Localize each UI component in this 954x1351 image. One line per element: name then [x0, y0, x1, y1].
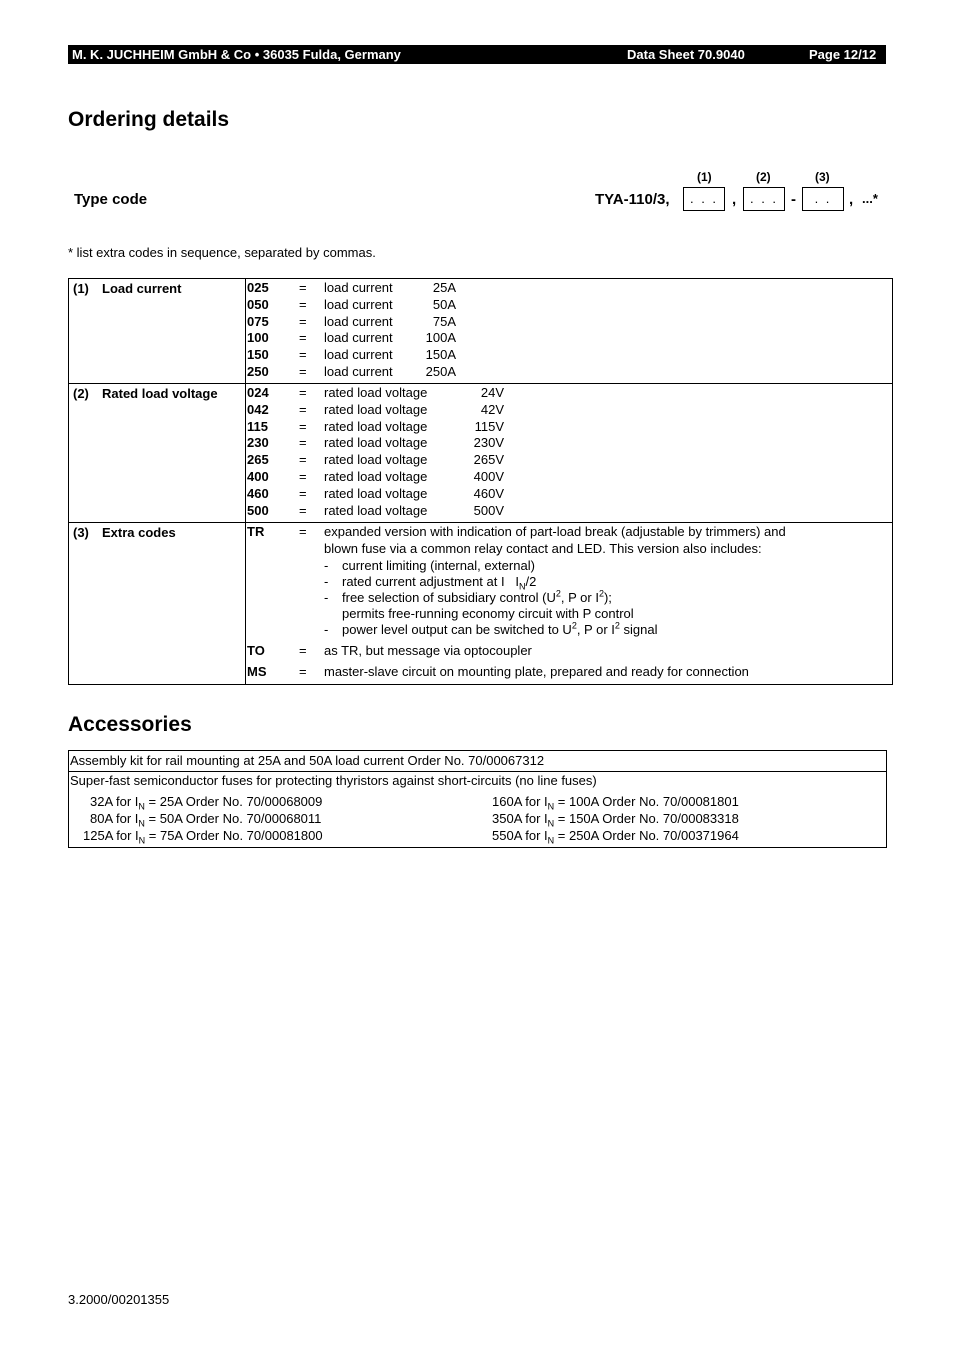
- accessories-table: [68, 750, 887, 848]
- accessories-title: Accessories: [68, 713, 192, 736]
- fuse-item: 125A for $I_N = 75A$ Order No. 70/00081800: [83, 828, 323, 846]
- section-title: Rated load voltage: [102, 386, 218, 401]
- list-item: 250 = load current 250A: [247, 363, 456, 379]
- fuse-item: 350A for $I_N = 150A$ Order No. 70/00083318: [492, 811, 739, 829]
- slot-label-3: (3): [815, 170, 830, 184]
- fuse-item: 80A for $I_N = 50A$ Order No. 70/00068011: [90, 811, 322, 829]
- section-extra-codes: (3) Extra codes TR = expanded version with indication of part-load break (adjustable by trimmers) and blown fuse via a common relay contact and LED. This version also includes: - current limiting (internal, external) - rated current adjustment at I $I_N/2$ - free selection of subsidiary control ($U^2$, P or $I^2$); permits free-running economy circuit with P control - power level output can be switched to $U^2$, P or $I^2$ signal TO = as TR, but message via optocoupler MS = master-slave circuit on mounting plate, prepared and ready for connection: [69, 523, 893, 685]
- list-item: 025 = load current 25A: [247, 280, 456, 295]
- section-number: (2): [73, 386, 89, 401]
- list-item: 500 = rated load voltage 500V: [247, 502, 504, 518]
- list-item: 460 = rated load voltage 460V: [247, 485, 504, 501]
- separator-comma-1: ,: [732, 191, 737, 208]
- ordering-table: [68, 278, 893, 685]
- fuses-title: Super-fast semiconductor fuses for protecting thyristors against short-circuits (no line fuses): [70, 773, 597, 788]
- section-title: Extra codes: [102, 525, 176, 540]
- section-load-current: [69, 279, 893, 384]
- list-item: 150 = load current 150A: [247, 347, 456, 363]
- slot-label-1: (1): [697, 170, 712, 184]
- list-item: 075 = load current 75A: [247, 313, 456, 329]
- list-item: 265 = rated load voltage 265V: [247, 452, 504, 468]
- list-item: TO = as TR, but message via optocoupler: [247, 643, 532, 658]
- data-sheet-number: Data Sheet 70.9040: [627, 47, 745, 62]
- slot-label-2: (2): [756, 170, 771, 184]
- type-prefix: TYA-110/3,: [595, 191, 670, 208]
- separator-comma-2: ,: [849, 191, 854, 208]
- assembly-kit-row: Assembly kit for rail mounting at 25A and 50A load current Order No. 70/00067312: [69, 751, 886, 772]
- page-number: Page 12/12: [809, 47, 877, 62]
- fuses-row: [69, 772, 886, 847]
- list-item: 100 = load current 100A: [247, 330, 456, 346]
- separator-dash: -: [791, 191, 796, 208]
- list-item: 400 = rated load voltage 400V: [247, 468, 504, 484]
- section-title: Load current: [102, 281, 182, 296]
- type-code-label: Type code: [74, 191, 148, 208]
- section-number: (1): [73, 281, 89, 296]
- slot-box-3: . .: [802, 187, 844, 211]
- ordering-details-title: Ordering details: [68, 108, 230, 131]
- list-item: TR = expanded version with indication of part-load break (adjustable by trimmers) and: [247, 524, 786, 539]
- document-number: 3.2000/00201355: [68, 1292, 170, 1307]
- extra-codes-ellipsis: ...*: [862, 191, 878, 206]
- footnote: * list extra codes in sequence, separated by commas.: [68, 245, 376, 260]
- list-item: 042 = rated load voltage 42V: [247, 401, 504, 417]
- fuse-item: 32A for $I_N = 25A$ Order No. 70/00068009: [90, 794, 323, 812]
- list-item: 115 = rated load voltage 115V: [247, 418, 504, 434]
- section-rated-load-voltage: [69, 384, 893, 523]
- fuse-item: 160A for $I_N = 100A$ Order No. 70/00081801: [492, 794, 739, 812]
- list-item: 050 = load current 50A: [247, 296, 456, 312]
- section-number: (3): [73, 525, 89, 540]
- header-bar: [68, 45, 886, 64]
- list-item: MS = master-slave circuit on mounting plate, prepared and ready for connection: [247, 664, 749, 679]
- list-item: 230 = rated load voltage 230V: [247, 435, 504, 451]
- fuse-item: 550A for $I_N = 250A$ Order No. 70/00371964: [492, 828, 739, 846]
- company-name: M. K. JUCHHEIM GmbH & Co • 36035 Fulda, Germany: [72, 47, 401, 62]
- list-item: 024 = rated load voltage 24V: [247, 385, 504, 400]
- slot-box-1: . . .: [683, 187, 725, 211]
- slot-box-2: . . .: [743, 187, 785, 211]
